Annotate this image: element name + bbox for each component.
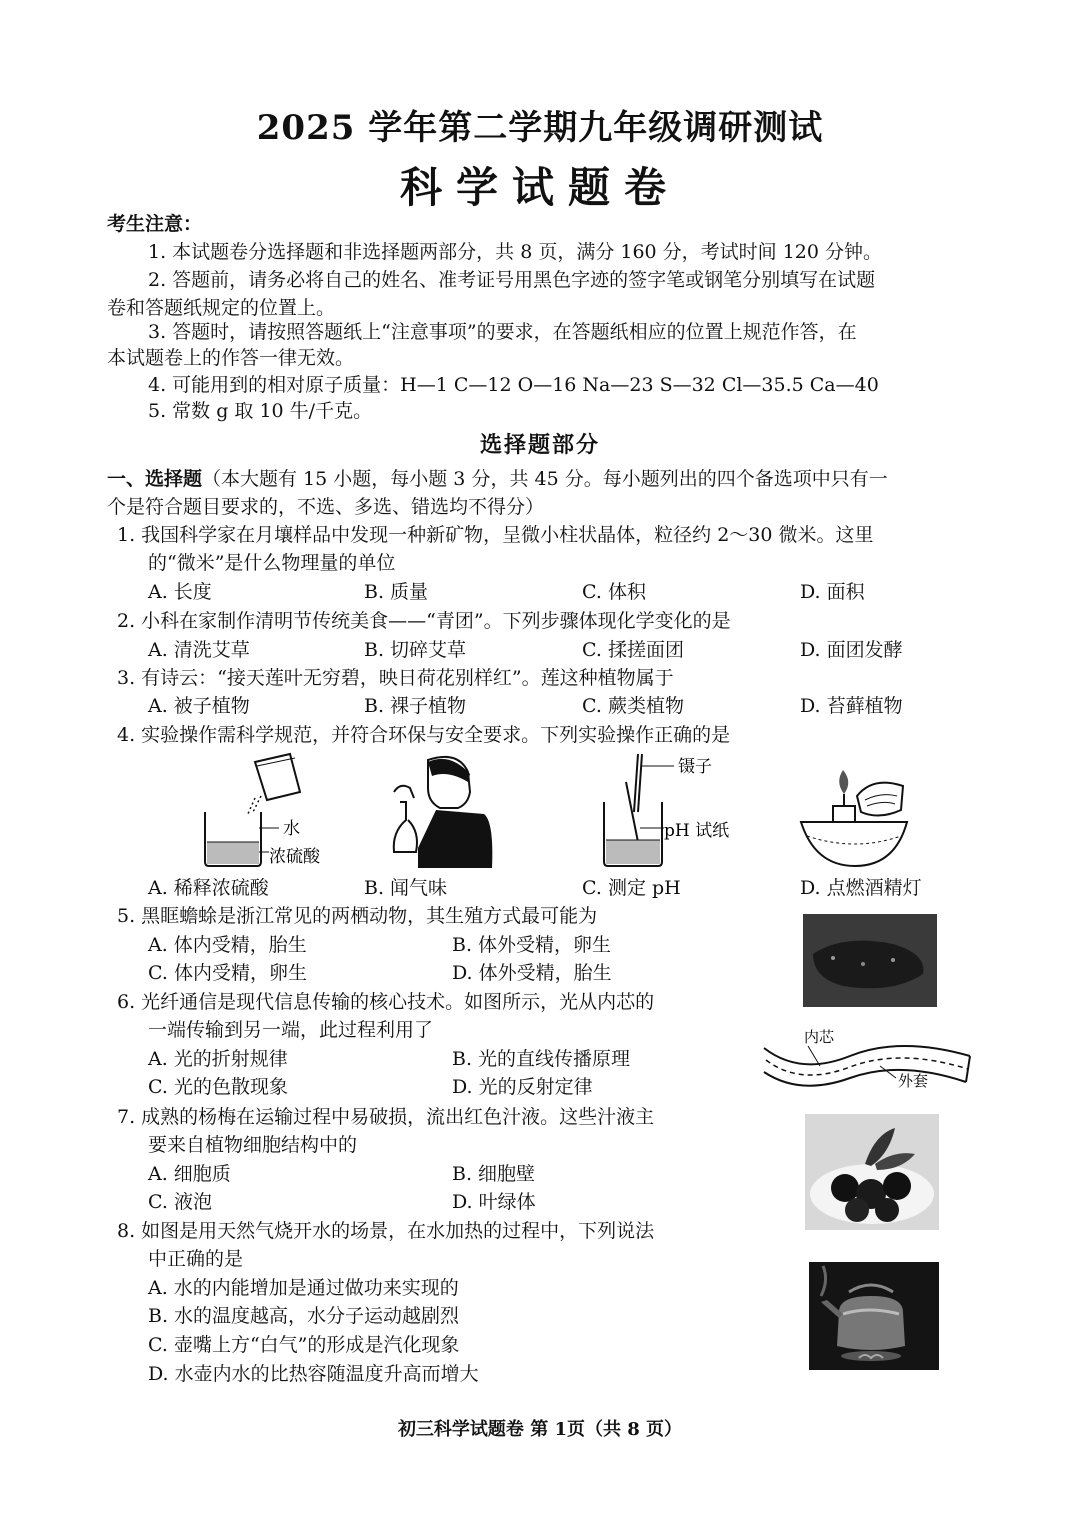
q4-option-a: A. 稀释浓硫酸 — [148, 877, 269, 899]
toad-image — [803, 914, 937, 1007]
q7-option-b: B. 细胞壁 — [452, 1163, 536, 1185]
part-label: 一、选择题 — [107, 468, 203, 490]
q4-option-d: D. 点燃酒精灯 — [800, 877, 922, 899]
page-footer: 初三科学试题卷 第 1页（共 8 页） — [397, 1419, 683, 1440]
cladding-label: 外套 — [898, 1072, 929, 1090]
q4-option-b: B. 闻气味 — [364, 877, 448, 899]
q7-option-d: D. 叶绿体 — [452, 1191, 536, 1213]
q5-option-c: C. 体内受精，卵生 — [148, 962, 307, 984]
beaker-icon — [604, 802, 662, 866]
part-desc-2: 个是符合题目要求的，不选、多选、错选均不得分） — [107, 496, 545, 518]
q2-stem: 2. 小科在家制作清明节传统美食——“青团”。下列步骤体现化学变化的是 — [117, 610, 731, 632]
q6-option-a: A. 光的折射规律 — [148, 1048, 288, 1070]
smell-figure — [388, 752, 498, 870]
kettle-image — [809, 1262, 939, 1370]
person-icon — [418, 757, 492, 868]
q6-option-c: C. 光的色散现象 — [148, 1076, 288, 1098]
water-label: 水 — [283, 819, 300, 839]
q3-stem: 3. 有诗云：“接天莲叶无穷碧，映日荷花别样红”。莲这种植物属于 — [117, 667, 674, 689]
q1-option-c: C. 体积 — [582, 581, 646, 603]
q8-stem-cont: 中正确的是 — [148, 1248, 244, 1270]
q6-option-d: D. 光的反射定律 — [452, 1076, 593, 1098]
q1-stem-cont: 的“微米”是什么物理量的单位 — [148, 552, 396, 574]
q3-option-a: A. 被子植物 — [148, 695, 250, 717]
q7-option-c: C. 液泡 — [148, 1191, 212, 1213]
q5-option-b: B. 体外受精，卵生 — [452, 934, 612, 956]
notice-item-1: 1. 本试题卷分选择题和非选择题两部分，共 8 页，满分 160 分，考试时间 120 分钟。 — [148, 241, 883, 263]
notice-item-5: 5. 常数 g 取 10 牛/千克。 — [148, 400, 373, 422]
optical-fiber-figure — [760, 1026, 980, 1098]
notice-item-2: 2. 答题前，请务必将自己的姓名、准考证号用黑色字迹的签字笔或钢笔分别填写在试题 — [148, 269, 876, 291]
tweezers-icon — [634, 754, 642, 812]
core-label: 内芯 — [804, 1028, 835, 1046]
q1-stem: 1. 我国科学家在月壤样品中发现一种新矿物，呈微小柱状晶体，粒径约 2～30 微米。这里 — [117, 524, 874, 546]
tweezers-label: 镊子 — [678, 757, 712, 777]
q8-option-b: B. 水的温度越高，水分子运动越剧烈 — [148, 1305, 460, 1327]
dilute-acid-figure — [195, 752, 345, 872]
exam-subtitle: 科学试题卷 — [399, 163, 680, 212]
q2-option-d: D. 面团发酵 — [800, 639, 903, 661]
ph-paper-label: pH 试纸 — [664, 821, 730, 841]
q6-stem-cont: 一端传输到另一端，此过程利用了 — [148, 1019, 434, 1041]
q2-option-a: A. 清洗艾草 — [148, 639, 250, 661]
acid-label: 浓硫酸 — [269, 847, 320, 867]
q7-option-a: A. 细胞质 — [148, 1163, 231, 1185]
notice-item-4: 4. 可能用到的相对原子质量：H—1 C—12 O—16 Na—23 S—32 Cl—35.5 Ca—40 — [148, 374, 879, 396]
alcohol-lamp-figure — [795, 766, 915, 870]
q1-option-a: A. 长度 — [148, 581, 212, 603]
q2-option-b: B. 切碎艾草 — [364, 639, 467, 661]
q1-option-d: D. 面积 — [800, 581, 865, 603]
part-desc-1: （本大题有 15 小题，每小题 3 分，共 45 分。每小题列出的四个备选项中只有一 — [202, 468, 888, 490]
notice-heading: 考生注意： — [107, 213, 203, 235]
part-header — [107, 465, 888, 493]
q3-option-c: C. 蕨类植物 — [582, 695, 684, 717]
q8-option-d: D. 水壶内水的比热容随温度升高而增大 — [148, 1363, 479, 1385]
bayberry-image — [805, 1114, 939, 1230]
bayberry-photo — [805, 1114, 939, 1230]
q5-stem: 5. 黑眶蟾蜍是浙江常见的两栖动物，其生殖方式最可能为 — [117, 905, 598, 927]
q1-option-b: B. 质量 — [364, 581, 429, 603]
q5-option-a: A. 体内受精，胎生 — [148, 934, 307, 956]
beaker-icon — [205, 812, 261, 866]
notice-item-3: 3. 答题时，请按照答题纸上“注意事项”的要求，在答题纸相应的位置上规范作答，在 — [148, 321, 857, 343]
q3-option-b: B. 裸子植物 — [364, 695, 467, 717]
q8-option-c: C. 壶嘴上方“白气”的形成是汽化现象 — [148, 1334, 460, 1356]
q8-option-a: A. 水的内能增加是通过做功来实现的 — [148, 1277, 459, 1299]
pouring-beaker-icon — [247, 754, 300, 816]
q6-option-b: B. 光的直线传播原理 — [452, 1048, 631, 1070]
flask-icon — [394, 786, 417, 852]
notice-item-2-cont: 卷和答题纸规定的位置上。 — [107, 297, 336, 319]
kettle-photo — [809, 1262, 939, 1370]
section-title: 选择题部分 — [479, 432, 600, 458]
ph-test-figure — [598, 752, 748, 870]
notice-item-3-cont: 本试题卷上的作答一律无效。 — [107, 347, 355, 369]
q3-option-d: D. 苔藓植物 — [800, 695, 903, 717]
q7-stem-cont: 要来自植物细胞结构中的 — [148, 1134, 358, 1156]
q5-option-d: D. 体外受精，胎生 — [452, 962, 612, 984]
second-lamp-icon — [857, 783, 903, 816]
q4-option-c: C. 测定 pH — [582, 877, 681, 899]
q2-option-c: C. 揉搓面团 — [582, 639, 684, 661]
q4-stem: 4. 实验操作需科学规范，并符合环保与安全要求。下列实验操作正确的是 — [117, 724, 731, 746]
fiber-icon — [764, 1046, 970, 1086]
q8-stem: 8. 如图是用天然气烧开水的场景，在水加热的过程中，下列说法 — [117, 1220, 655, 1242]
exam-title: 2025 学年第二学期九年级调研测试 — [256, 108, 824, 148]
q7-stem: 7. 成熟的杨梅在运输过程中易破损，流出红色汁液。这些汁液主 — [117, 1106, 655, 1128]
q6-stem: 6. 光纤通信是现代信息传输的核心技术。如图所示，光从内芯的 — [117, 991, 655, 1013]
toad-photo — [803, 914, 937, 1007]
